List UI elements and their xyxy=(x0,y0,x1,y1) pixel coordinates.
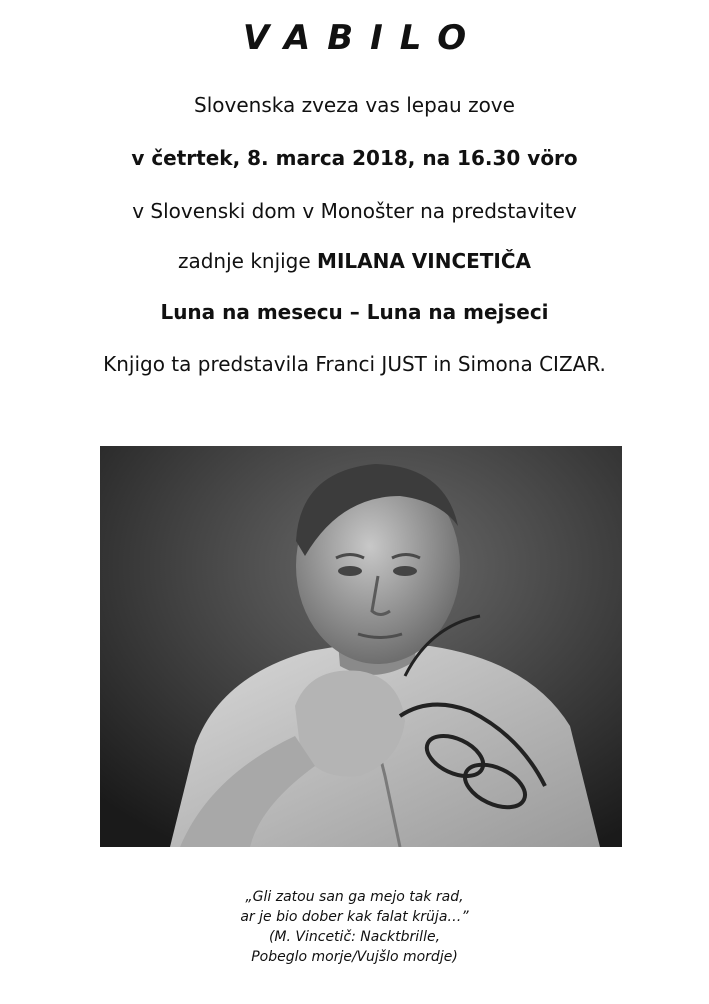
book-title: Luna na mesecu – Luna na mejseci xyxy=(160,300,549,324)
invitation-title: VABILO xyxy=(242,18,484,58)
invitation-line-organizer: Slovenska zveza vas lepau zove xyxy=(194,93,515,117)
invitation-line-venue: v Slovenski dom v Monošter na predstavitev xyxy=(132,199,577,223)
quote-source: (M. Vincetič: Nacktbrille, xyxy=(268,929,441,945)
invitation-line-presenters: Knjigo ta predstavila Franci JUST in Simona CIZAR. xyxy=(103,352,606,376)
invitation-line-date: v četrtek, 8. marca 2018, na 16.30 vöro xyxy=(131,146,578,170)
book-prefix: zadnje knjige xyxy=(177,249,318,273)
portrait-illustration xyxy=(100,446,622,847)
author-portrait-photo xyxy=(100,446,622,847)
author-name: MILANA VINCETIČA xyxy=(317,249,532,273)
quote-line: „Gli zatou san ga mejo tak rad, xyxy=(245,889,464,905)
invitation-line-book xyxy=(0,247,709,275)
author-quote xyxy=(0,887,709,967)
quote-source: Pobeglo morje/Vujšlo mordje) xyxy=(251,949,458,965)
quote-line: ar je bio dober kak falat krüja…” xyxy=(240,909,469,925)
